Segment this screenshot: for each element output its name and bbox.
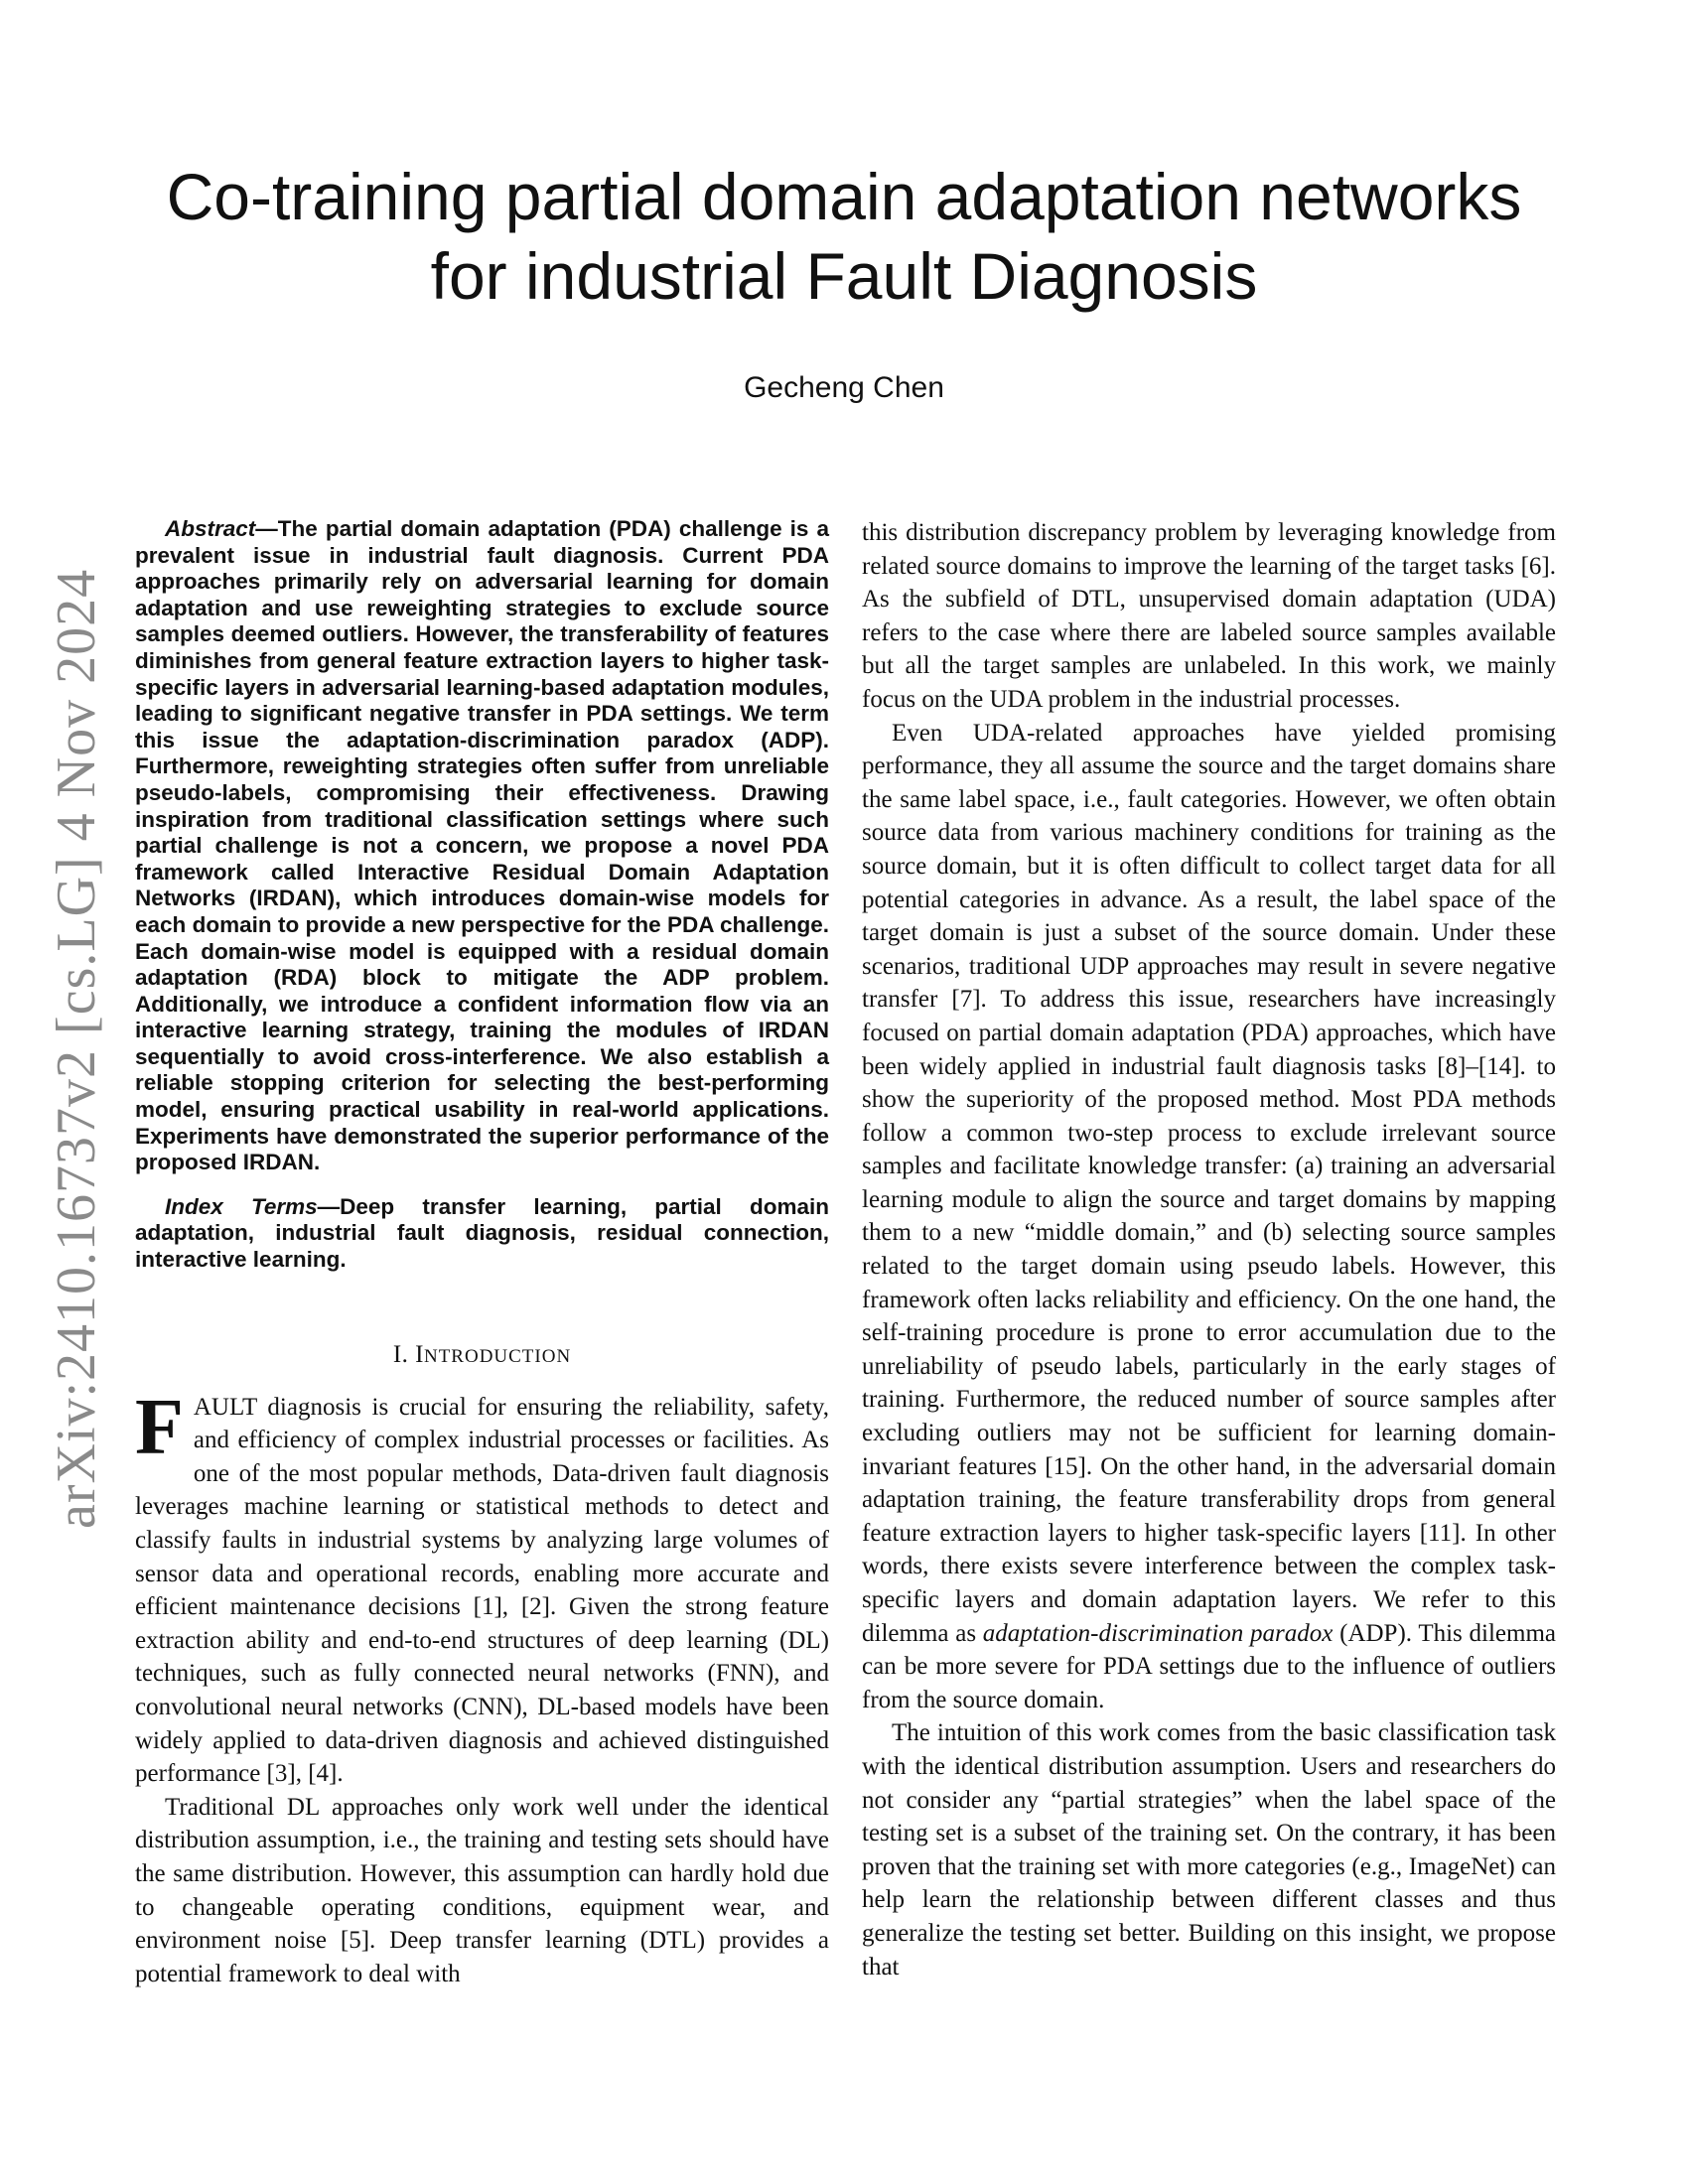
intro-paragraph-1-text: AULT diagnosis is crucial for ensuring the reliability, safety, and efficiency of complex industrial processes or facilities. As one of the most popular methods, Data-driven fault diagnosis leverages machine learning or statistical methods to detect and classify faults in industrial systems by analyzing large volumes of sensor data and operational records, enabling more accurate and efficient maintenance decisions [1], [2]. Given the strong feature extraction ability and end-to-end structures of deep learning (DL) techniques, such as fully connected neural networks (FNN), and convolutional neural networks (CNN), DL-based models have been widely applied to data-driven diagnosis and achieved distinguished performance [3], [4]. <box>135 1393 829 1788</box>
paper-title <box>129 157 1559 316</box>
abstract-label: Abstract <box>165 516 256 541</box>
abstract-text: —The partial domain adaptation (PDA) challenge is a prevalent issue in industrial fault diagnosis. Current PDA approaches primarily rely on adversarial learning for domain adaptation and use reweighting strategies to exclude source samples deemed outliers. However, the transferability of features diminishes from general feature extraction layers to higher task-specific layers in adversarial learning-based adaptation modules, leading to significant negative transfer in PDA settings. We term this issue the adaptation-discrimination paradox (ADP). Furthermore, reweighting strategies often suffer from unreliable pseudo-labels, compromising their effectiveness. Drawing inspiration from traditional classification settings where such partial challenge is not a concern, we propose a novel PDA framework called Interactive Residual Domain Adaptation Networks (IRDAN), which introduces domain-wise models for each domain to provide a new perspective for the PDA challenge. Each domain-wise model is equipped with a residual domain adaptation (RDA) block to mitigate the ADP problem. Additionally, we introduce a confident information flow via an interactive learning strategy, training the modules of IRDAN sequentially to avoid cross-interference. We also establish a reliable stopping criterion for selecting the best-performing model, ensuring practical usability in real-world applications. Experiments have demonstrated the superior performance of the proposed IRDAN. <box>135 516 829 1175</box>
index-terms-text: —Deep transfer learning, partial domain adaptation, industrial fault diagnosis, residual connection, interactive learning. <box>135 1193 829 1273</box>
right-column <box>862 516 1556 1983</box>
intro-paragraph-3-text-a: Even UDA-related approaches have yielded promising performance, they all assume the source and the target domains share the same label space, i.e., fault categories. However, we often obtain source data from various machinery conditions for training as the source domain, but it is often difficult to collect target data for all potential categories in advance. As a result, the label space of the target domain is just a subset of the source domain. Under these scenarios, traditional UDP approaches may result in severe negative transfer [7]. To address this issue, researchers have increasingly focused on partial domain adaptation (PDA) approaches, which have been widely applied in industrial fault diagnosis tasks [8]–[14]. to show the superiority of the proposed method. Most PDA methods follow a common two-step process to exclude irrelevant source samples and facilitate knowledge transfer: (a) training an adversarial learning module to align the source and target domains by mapping them to a new “middle domain,” and (b) selecting source samples related to the target domain using pseudo labels. However, this framework often lacks reliability and efficiency. On the one hand, the self-training procedure is prone to error accumulation due to the unreliability of pseudo labels, particularly in the early stages of training. Furthermore, the reduced number of source samples after excluding outliers may not be sufficient for learning domain-invariant features [15]. On the other hand, in the adversarial domain adaptation training, the feature transferability drops from general feature extraction layers to higher task-specific layers [11]. In other words, there exists severe interference between the complex task-specific layers and domain adaptation layers. We refer to this dilemma as <box>862 719 1556 1647</box>
section-number: I. <box>392 1340 416 1368</box>
intro-paragraph-2: Traditional DL approaches only work well under the identical distribution assumption, i.e., the training and testing sets should have the same distribution. However, this assumption can hardly hold due to changeable operating conditions, equipment wear, and environment noise [5]. Deep transfer learning (DTL) provides a potential framework to deal with <box>135 1793 829 1987</box>
intro-paragraph-4: The intuition of this work comes from the basic classification task with the identical distribution assumption. Users and researchers do not consider any “partial strategies” when the label space of the testing set is a subset of the training set. On the contrary, it has been proven that the training set with more categories (e.g., ImageNet) can help learn the relationship between different classes and thus generalize the testing set better. Building on this insight, we propose that <box>862 1719 1556 1980</box>
abstract <box>135 516 829 1176</box>
left-column <box>135 516 829 1990</box>
index-terms <box>135 1194 829 1274</box>
section-title-rest: NTRODUCTION <box>423 1345 572 1367</box>
paper-title-line-1: Co-training partial domain adaptation networks <box>166 160 1522 233</box>
arxiv-identifier-stamp: arXiv:2410.16737v2 [cs.LG] 4 Nov 2024 <box>46 568 107 1529</box>
index-terms-label: Index Terms <box>165 1193 318 1219</box>
adp-term: adaptation-discrimination paradox <box>982 1619 1334 1647</box>
author-name: Gecheng Chen <box>744 371 944 404</box>
paper-title-line-2: for industrial Fault Diagnosis <box>430 239 1258 313</box>
intro-paragraph-3 <box>862 717 1556 1717</box>
intro-paragraph-2-continued: this distribution discrepancy problem by leveraging knowledge from related source domains to improve the learning of the target tasks [6]. As the subfield of DTL, unsupervised domain adaptation (UDA) refers to the case where there are labeled source samples available but all the target samples are unlabeled. In this work, we mainly focus on the UDA problem in the industrial processes. <box>862 519 1556 713</box>
drop-cap-letter: F <box>135 1383 184 1471</box>
section-initial: I <box>415 1340 424 1368</box>
section-heading-introduction <box>135 1341 829 1369</box>
intro-paragraph-3-text-b: (ADP). This dilemma can be more severe for PDA settings due to the influence of outliers from the source domain. <box>862 1619 1556 1713</box>
intro-paragraph-1 <box>135 1383 829 1791</box>
